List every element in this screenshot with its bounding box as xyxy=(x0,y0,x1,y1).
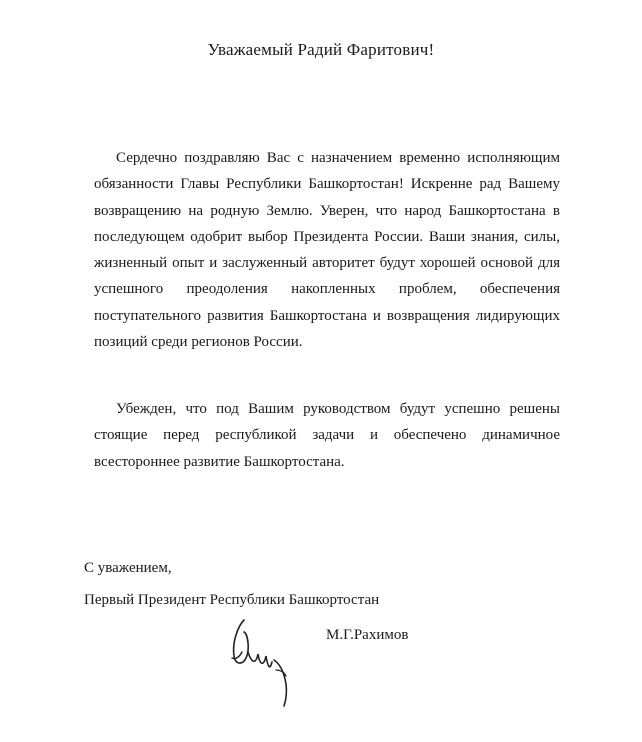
signer-name: М.Г.Рахимов xyxy=(326,627,409,643)
letter-paragraph-2: Убежден, что под Вашим руководством будут успешно решены стоящие перед республикой задачи и обеспечено динамичное всестороннее развитие Башкортостана. xyxy=(94,401,560,470)
closing-regards: С уважением, xyxy=(84,560,172,576)
handwritten-signature xyxy=(222,612,302,712)
letter-salutation: Уважаемый Радий Фаритович! xyxy=(207,40,435,59)
sender-title: Первый Президент Республики Башкортостан xyxy=(84,592,380,608)
letter-paragraph-1: Сердечно поздравляю Вас с назначением временно исполняющим обязанности Главы Республики Башкортостан! Искренне рад Вашему возвращению на родную Землю. Уверен, что народ Башкортостана в последующем одобрит выбор Президента России. Ваши знания, силы, жизненный опыт и заслуженный авторитет будут хорошей основой для успешного преодоления накопленных проблем, обеспечения поступательного развития Башкортостана и возвращения лидирующих позиций среди регионов России. xyxy=(94,150,560,351)
